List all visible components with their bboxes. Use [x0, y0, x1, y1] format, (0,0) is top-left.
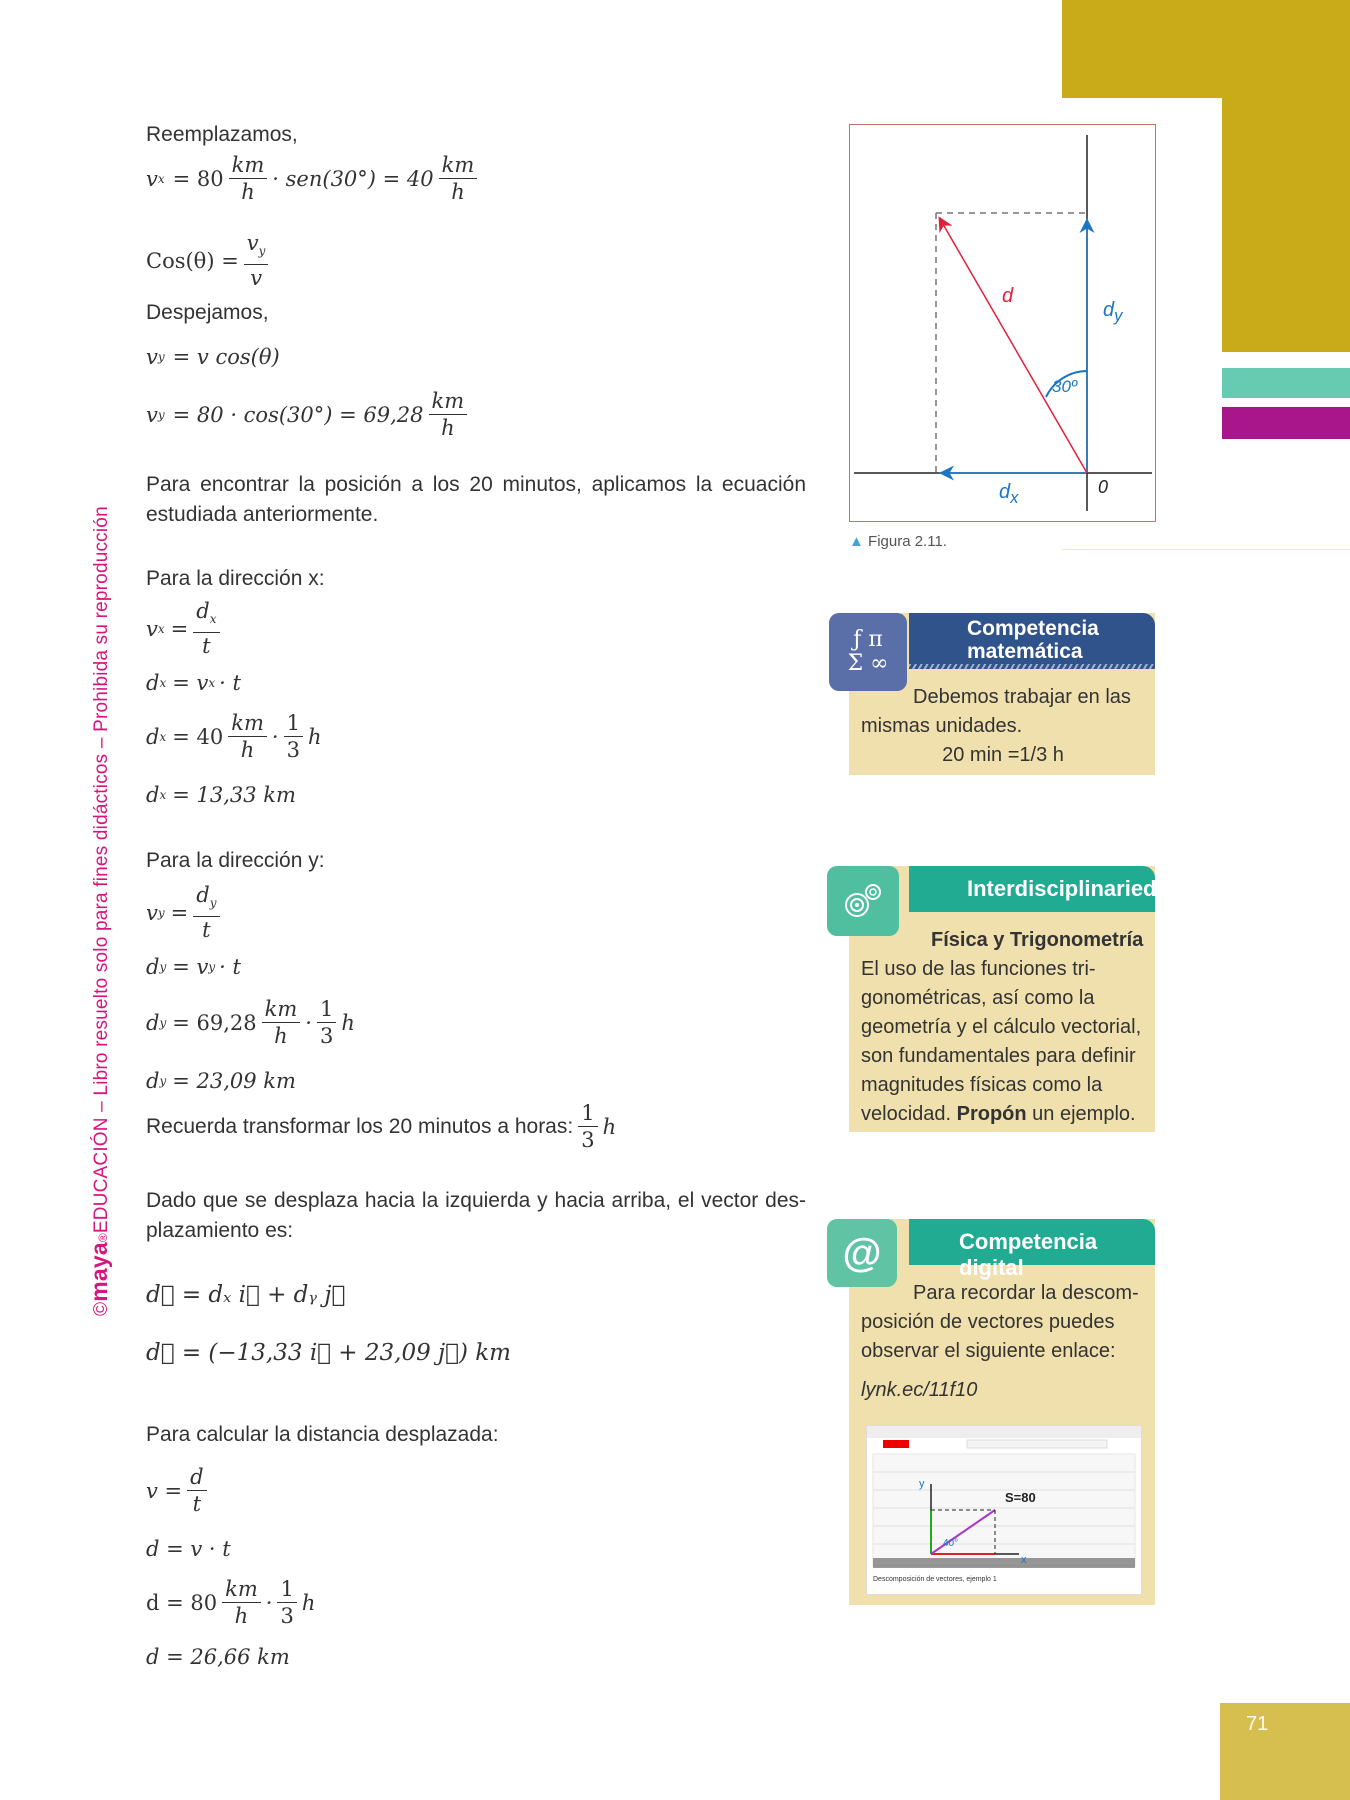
- dir-x-title: Para la dirección x:: [146, 567, 325, 590]
- box-body: Para recordar la descom-posición de vectores puedes observar el siguiente enlace: lynk.ec/11f10: [861, 1279, 1145, 1405]
- box-header: Competencia matemática: [909, 613, 1155, 669]
- brand-name: maya: [86, 1242, 112, 1302]
- equation-cos: Cos(θ) = $\frac{v_y}{v}$: [146, 230, 273, 291]
- label-d: d: [1002, 285, 1014, 307]
- vector-result: d⃗ = (−13,33 i⃗ + 23,09 j⃗) km: [146, 1340, 511, 1366]
- equation-dy-result: d y = 23,09 km: [146, 1069, 296, 1093]
- magenta-tab-bar: [1222, 407, 1350, 439]
- page-number-box: [1220, 1703, 1350, 1800]
- equation-dy-calc: d y = 69,28 $\frac{km}{h}$ · $\frac{1}{3}$ h: [146, 997, 355, 1048]
- equation-vy-2: v y = 80 · cos(30°) = 69,28 $\frac{km}{h}$: [146, 388, 472, 441]
- despejamos-text: Despejamos,: [146, 301, 269, 324]
- equation-dx-result: d x = 13,33 km: [146, 783, 296, 807]
- fraction: $\frac{1}{3}$: [578, 1100, 597, 1153]
- vector-diagram-figure: [849, 124, 1156, 522]
- teal-tab-bar: [1222, 368, 1350, 398]
- dado-que-text: Dado que se desplaza hacia la izquierda y hacia arriba, el vector des-plazamiento es:: [146, 1189, 806, 1242]
- recuerda-line: Recuerda transformar los 20 minutos a horas: $\frac{1}{3}$ h: [146, 1101, 617, 1152]
- dir-y-title: Para la dirección y:: [146, 849, 325, 872]
- equation-v-dt: v = $\frac{d}{t}$: [146, 1464, 212, 1517]
- fraction: $\frac{km}{h}$: [429, 388, 468, 441]
- copyright-text: EDUCACIÓN – Libro resuelto solo para fines didácticos – Prohibida su reproducción: [91, 506, 112, 1234]
- fraction: $\frac{d_x}{t}$: [193, 598, 219, 659]
- para-encontrar-text: Para encontrar la posición a los 20 minutos, aplicamos la ecuación estudiada anteriormente.: [146, 473, 806, 526]
- figure-caption: ▲ Figura 2.11.: [849, 533, 947, 550]
- registered-symbol: ®: [96, 1233, 110, 1243]
- equation-dx-vt: d x = v x · t: [146, 671, 241, 695]
- equation-vx: v x = 80 $\frac{km}{h}$ · sen(30°) = 40 $\frac{km}{h}$: [146, 152, 482, 205]
- label-origin: 0: [1098, 477, 1109, 497]
- box-header: Interdisciplinariedad: [909, 866, 1155, 912]
- math-symbols-icon: ƒ π Σ ∞: [829, 613, 907, 691]
- vector-definition: d⃗ = dₓ i⃗ + dᵧ j⃗: [146, 1282, 346, 1308]
- label-dy: $d_y$: [1103, 299, 1123, 325]
- copyright-side-note: [86, 476, 113, 1316]
- divider-line: [1062, 549, 1350, 550]
- reemplazamos-text: Reemplazamos,: [146, 123, 298, 146]
- copyright-symbol: ©: [91, 1301, 112, 1316]
- para-calcular-text: Para calcular la distancia desplazada:: [146, 1423, 499, 1446]
- competencia-matematica-box: [849, 613, 1155, 775]
- label-angle: 30º: [1052, 377, 1078, 396]
- resource-link[interactable]: lynk.ec/11f10: [861, 1379, 978, 1401]
- fraction: $\frac{v_y}{v}$: [244, 230, 269, 291]
- interdisciplinariedad-box: [849, 866, 1183, 1132]
- equation-vx-dt: v x = $\frac{d_x}{t}$: [146, 598, 225, 659]
- fraction: $\frac{km}{h}$: [229, 152, 268, 205]
- box-body: Física y Trigonometría El uso de las funciones tri-gonométricas, así como la geometría y el cálculo vectorial, son fundamentales para definir magnitudes físicas como la velocidad. Propón un ejemplo.: [861, 929, 1144, 1125]
- box-body: Debemos trabajar en las mismas unidades. 20 min =1/3 h: [861, 686, 1131, 766]
- label-dx: $d_x$: [999, 481, 1019, 507]
- at-sign-icon: @: [827, 1219, 897, 1287]
- equation-dx-calc: d x = 40 $\frac{km}{h}$ · $\frac{1}{3}$ h: [146, 711, 322, 762]
- box-header: Competencia digital: [909, 1219, 1155, 1265]
- thumbnail-label: S=80: [1005, 1490, 1036, 1505]
- equation-vy-1: v y = v cos(θ): [146, 345, 280, 369]
- fraction: $\frac{km}{h}$: [439, 152, 478, 205]
- equation-d-calc: d = 80 $\frac{km}{h}$ · $\frac{1}{3}$ h: [146, 1577, 316, 1628]
- triangle-icon: ▲: [849, 533, 864, 550]
- page-number: 71: [1246, 1713, 1269, 1735]
- equation-d-result: d = 26,66 km: [146, 1645, 290, 1669]
- equation-dy-vt: d y = v y · t: [146, 955, 241, 979]
- equation-vy-dt: v y = $\frac{d_y}{t}$: [146, 882, 225, 943]
- gold-side-block: [1222, 0, 1350, 352]
- video-thumbnail[interactable]: S=80 40° y x Descomposición de vectores, ejemplo 1: [866, 1425, 1142, 1595]
- equation-d-vt: d = v · t: [146, 1537, 231, 1561]
